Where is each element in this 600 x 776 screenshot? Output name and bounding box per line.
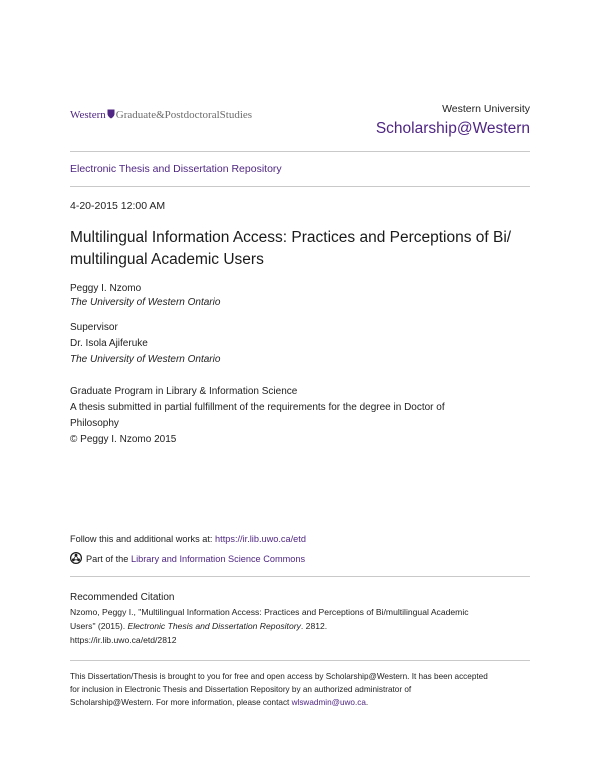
university-name: Western University — [442, 103, 530, 115]
part-of-text: Part of the — [86, 554, 131, 564]
scholarship-western-link[interactable]: Scholarship@Western — [375, 120, 530, 137]
collection-divider — [70, 186, 530, 187]
footer-line3-end: . — [365, 698, 369, 707]
contact-email-link[interactable]: wlswadmin@uwo.ca — [291, 698, 366, 707]
graduate-studies-logo[interactable] — [70, 109, 252, 121]
footer-line1: This Dissertation/Thesis is brought to you for free and open access by Scholarship@Western. It has been accepted — [70, 672, 488, 681]
shield-icon — [107, 109, 115, 119]
logo-western-text: Western — [70, 109, 106, 121]
thesis-title: Multilingual Information Access: Practices and Perceptions of Bi/ multilingual Academic Users — [70, 229, 512, 268]
citation-heading: Recommended Citation — [70, 592, 175, 603]
copyright: © Peggy I. Nzomo 2015 — [70, 434, 177, 445]
citation-suffix: . 2812. — [300, 621, 328, 631]
part-of-line — [70, 552, 305, 567]
commons-link[interactable]: Library and Information Science Commons — [130, 554, 306, 564]
supervisor-label: Supervisor — [70, 322, 118, 333]
citation-prefix: Users" (2015). — [70, 621, 128, 631]
citation-repository: Electronic Thesis and Dissertation Repository — [127, 621, 301, 631]
program-name: Graduate Program in Library & Information Science — [70, 386, 298, 397]
footer-line3 — [70, 696, 368, 709]
citation-divider — [70, 576, 530, 577]
footer-line2: for inclusion in Electronic Thesis and Dissertation Repository by an authorized administrator of — [70, 685, 412, 694]
collection-link[interactable]: Electronic Thesis and Dissertation Repository — [70, 163, 282, 175]
footer-line3-text: Scholarship@Western. For more information, please contact — [70, 698, 292, 707]
logo-graduate-text: Graduate&PostdoctoralStudies — [115, 109, 253, 121]
author-affiliation: The University of Western Ontario — [70, 297, 221, 308]
publication-date: 4-20-2015 12:00 AM — [70, 200, 166, 212]
citation-line1: Nzomo, Peggy I., "Multilingual Information Access: Practices and Perceptions of Bi/multilingual Academic — [70, 607, 469, 617]
etd-url-link[interactable]: https://ir.lib.uwo.ca/etd — [215, 534, 306, 544]
citation-line2 — [70, 620, 327, 633]
supervisor-affiliation: The University of Western Ontario — [70, 354, 221, 365]
follow-line — [70, 532, 306, 547]
header-divider — [70, 151, 530, 152]
commons-network-icon — [70, 552, 82, 564]
degree-statement-line1: A thesis submitted in partial fulfillment of the requirements for the degree in Doctor of — [70, 402, 445, 413]
footer-divider — [70, 660, 530, 661]
degree-statement-line2: Philosophy — [70, 418, 119, 429]
author-name: Peggy I. Nzomo — [70, 283, 142, 294]
citation-url-link[interactable]: https://ir.lib.uwo.ca/etd/2812 — [70, 635, 177, 645]
follow-text: Follow this and additional works at: — [70, 534, 216, 544]
supervisor-name: Dr. Isola Ajiferuke — [70, 338, 148, 349]
